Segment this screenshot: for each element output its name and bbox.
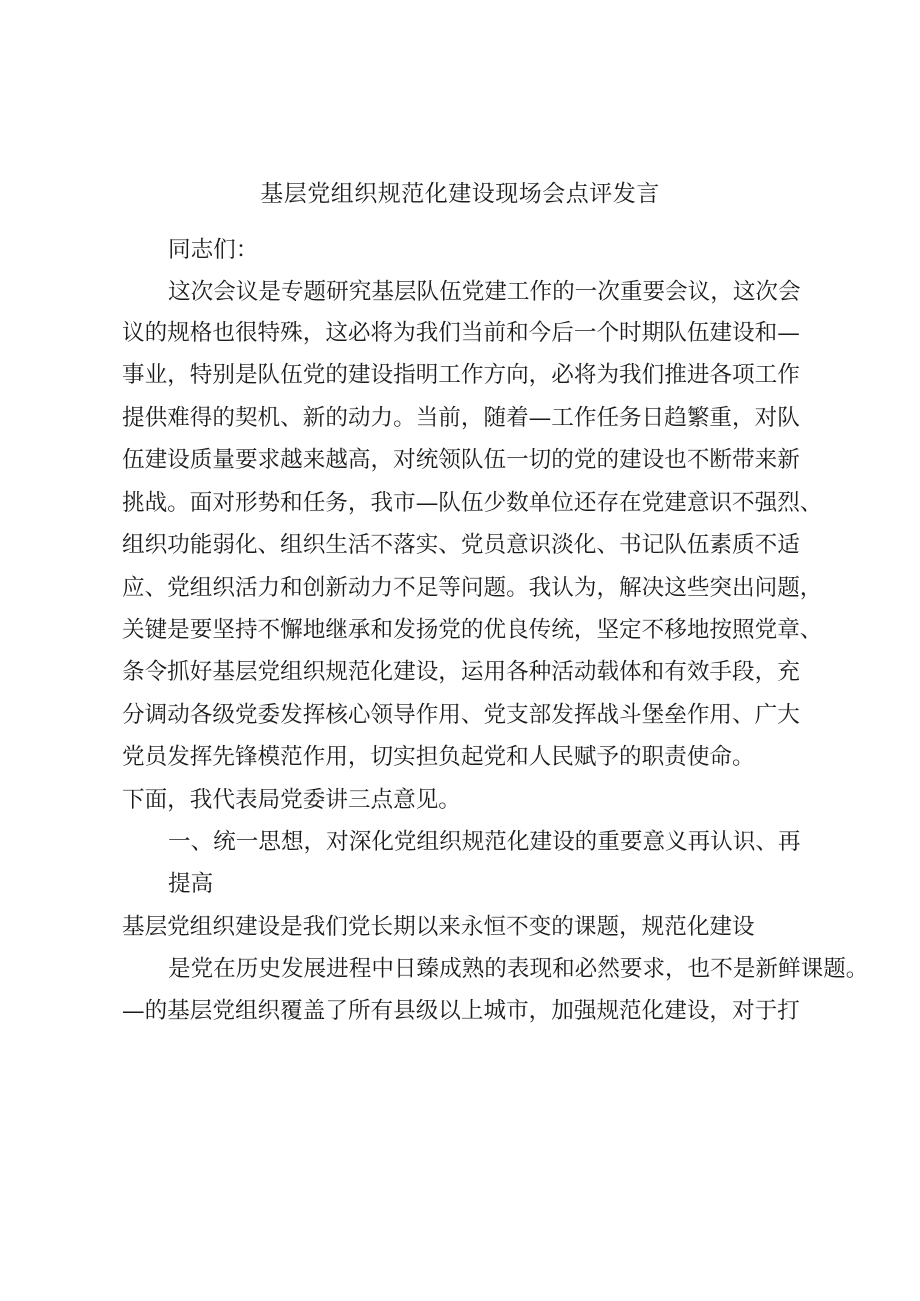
document-title: 基层党组织规范化建设现场会点评发言 (260, 181, 660, 207)
body-line: 伍建设质量要求越来越高，对统领队伍一切的党的建设也不断带来新 (122, 447, 800, 473)
body-line: 分调动各级党委发挥核心领导作用、党支部发挥战斗堡垒作用、广大 (122, 702, 800, 728)
body-line: 应、党组织活力和创新动力不足等问题。我认为，解决这些突出问题， (122, 575, 823, 601)
section-heading: 基层党组织建设是我们党长期以来永恒不变的课题，规范化建设 (122, 914, 755, 940)
section-heading: 提高 (168, 871, 214, 897)
salutation: 同志们： (168, 237, 259, 263)
body-line: 条令抓好基层党组织规范化建设，运用各种活动载体和有效手段，充 (122, 659, 800, 685)
body-line: 党员发挥先锋模范作用，切实担负起党和人民赋予的职责使命。 (122, 744, 755, 770)
body-line: 下面，我代表局党委讲三点意见。 (122, 787, 461, 813)
body-line: 事业，特别是队伍党的建设指明工作方向，必将为我们推进各项工作 (122, 362, 800, 388)
body-line: 关键是要坚持不懈地继承和发扬党的优良传统，坚定不移地按照党章、 (122, 617, 823, 643)
body-line: 是党在历史发展进程中日臻成熟的表现和必然要求，也不是新鲜课题。 (168, 956, 869, 982)
body-line: 挑战。面对形势和任务，我市—队伍少数单位还存在党建意识不强烈、 (122, 490, 823, 516)
body-line: 组织功能弱化、组织生活不落实、党员意识淡化、书记队伍素质不适 (122, 532, 800, 558)
body-line: 提供难得的契机、新的动力。当前，随着—工作任务日趋繁重，对队 (122, 405, 800, 431)
body-line: 这次会议是专题研究基层队伍党建工作的一次重要会议，这次会 (168, 279, 801, 305)
body-line: —的基层党组织覆盖了所有县级以上城市，加强规范化建设，对于打 (122, 998, 800, 1024)
body-line: 议的规格也很特殊，这必将为我们当前和今后一个时期队伍建设和— (122, 320, 800, 346)
body-line: 一、统一思想，对深化党组织规范化建设的重要意义再认识、再 (168, 829, 801, 855)
